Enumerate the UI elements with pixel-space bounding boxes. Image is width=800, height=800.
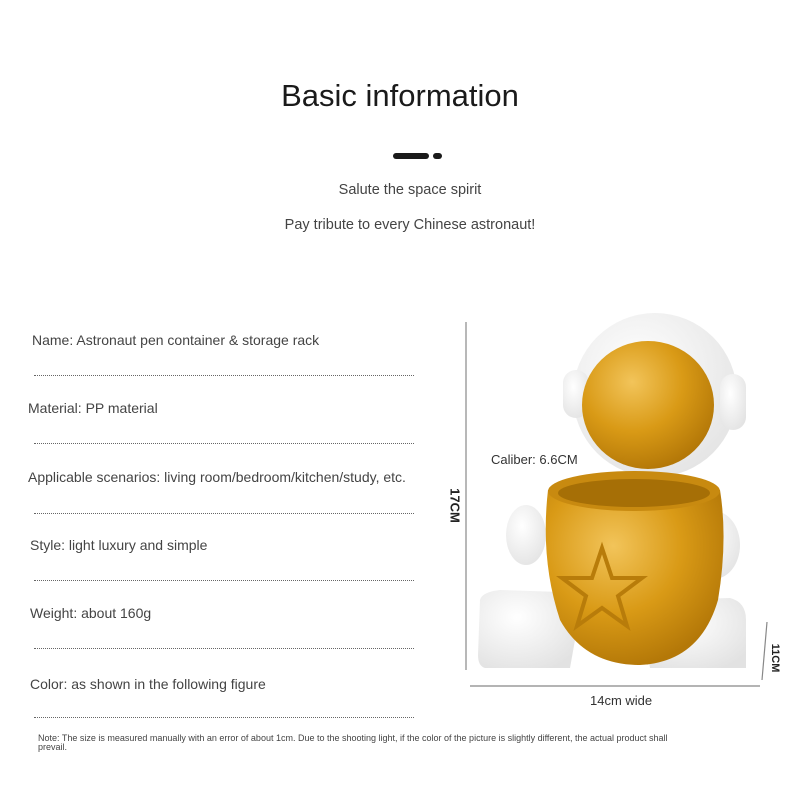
disclaimer-note: Note: The size is measured manually with an error of about 1cm. Due to the shooting light, if the color of the picture is slightly different, the actual product shall prevail.	[38, 733, 668, 752]
spec-color: Color: as shown in the following figure	[30, 676, 266, 692]
cup-height-label: 11CM	[769, 643, 781, 673]
caliber-label: Caliber: 6.6CM	[491, 452, 578, 467]
spec-material: Material: PP material	[28, 400, 158, 416]
spec-name: Name: Astronaut pen container & storage rack	[32, 332, 320, 348]
width-label: 14cm wide	[590, 693, 653, 708]
spec-scenarios: Applicable scenarios: living room/bedroom/kitchen/study, etc.	[28, 469, 406, 485]
tagline-1: Salute the space spirit	[338, 182, 482, 198]
spec-weight: Weight: about 160g	[30, 605, 152, 621]
page-title: Basic information	[281, 78, 519, 113]
height-label: 17CM	[447, 488, 463, 523]
spec-style: Style: light luxury and simple	[30, 537, 208, 553]
tagline-2: Pay tribute to every Chinese astronaut!	[284, 217, 536, 233]
